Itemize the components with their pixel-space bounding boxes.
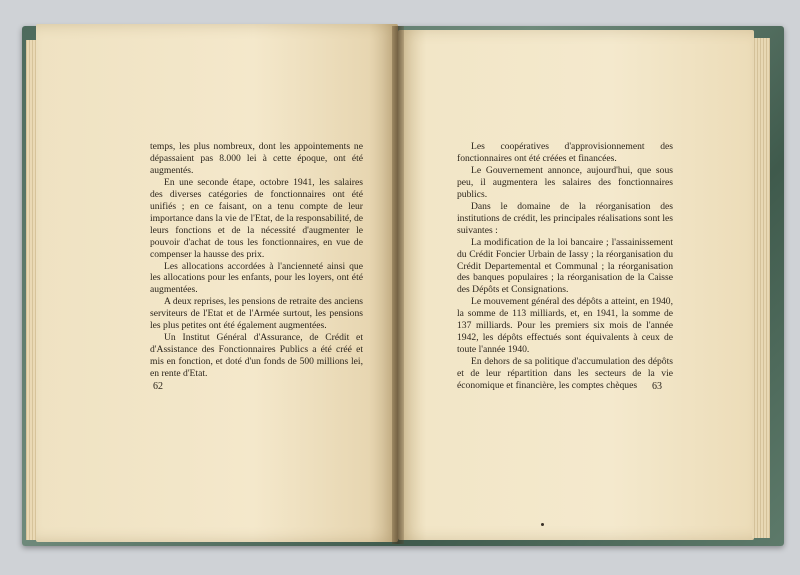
left-paragraph: Un Institut Général d'Assurance, de Crédit et d'Assistance des Fonctionnaires Publics a été créé et mis en fonction, et doté d'un fonds de 500 millions lei, en rente d'Etat. [150,332,363,380]
right-paragraph: Dans le domaine de la réorganisation des institutions de crédit, les principales réalisations sont les suivantes : [457,200,673,236]
right-paragraph: Les coopératives d'approvisionnement des fonctionnaires ont été créées et financées. [457,141,673,164]
left-paragraph: A deux reprises, les pensions de retraite des anciens serviteurs de l'Etat et de l'Armée surtout, les pensions les plus petites ont été également augmentées. [150,296,363,332]
right-page-number: 63 [652,381,662,392]
binding-thread-dot [541,523,544,526]
right-paragraph: Le mouvement général des dépôts a atteint, en 1940, la somme de 113 milliards, et, en 1941, la somme de 137 milliards. Pour les premiers six mois de l'année 1942, les dépôts effectués sont équivalents à ceux de toute l'année 1940. [457,296,673,356]
right-page-text [457,141,673,392]
right-paragraph: Le Gouvernement annonce, aujourd'hui, que sous peu, il augmentera les salaires des fonctionnaires publics. [457,164,673,200]
left-page-text [150,141,363,380]
left-paragraph: En une seconde étape, octobre 1941, les salaires des diverses catégories de fonctionnaires ont été unifiés ; en ce faisant, on a tenu compte de leur importance dans la vie de l'Etat, de la responsabilité, de leurs fonctions et de la nécessité d'augmenter le pouvoir d'achat de tous les fonctionnaires, en vue de compenser la hausse des prix. [150,176,363,260]
right-paragraph: En dehors de sa politique d'accumulation des dépôts et de leur répartition dans les secteurs de la vie économique et financière, les comptes chèques [457,356,673,392]
left-page-number: 62 [153,381,163,392]
book-gutter [392,26,404,544]
left-paragraph: Les allocations accordées à l'ancienneté ainsi que les allocations pour les enfants, pour les loyers, ont été augmentées. [150,260,363,296]
left-paragraph: temps, les plus nombreux, dont les appointements ne dépassaient pas 8.000 lei à cette époque, ont été augmentés. [150,141,363,176]
right-paragraph: La modification de la loi bancaire ; l'assainissement du Crédit Foncier Urbain de Iassy ; la réorganisation du Crédit Departemental et Communal ; la réorganisation des banques populaires ; la réorganisation de la Caisse des Dépôts et Consignations. [457,236,673,296]
right-page-edges [752,38,770,538]
